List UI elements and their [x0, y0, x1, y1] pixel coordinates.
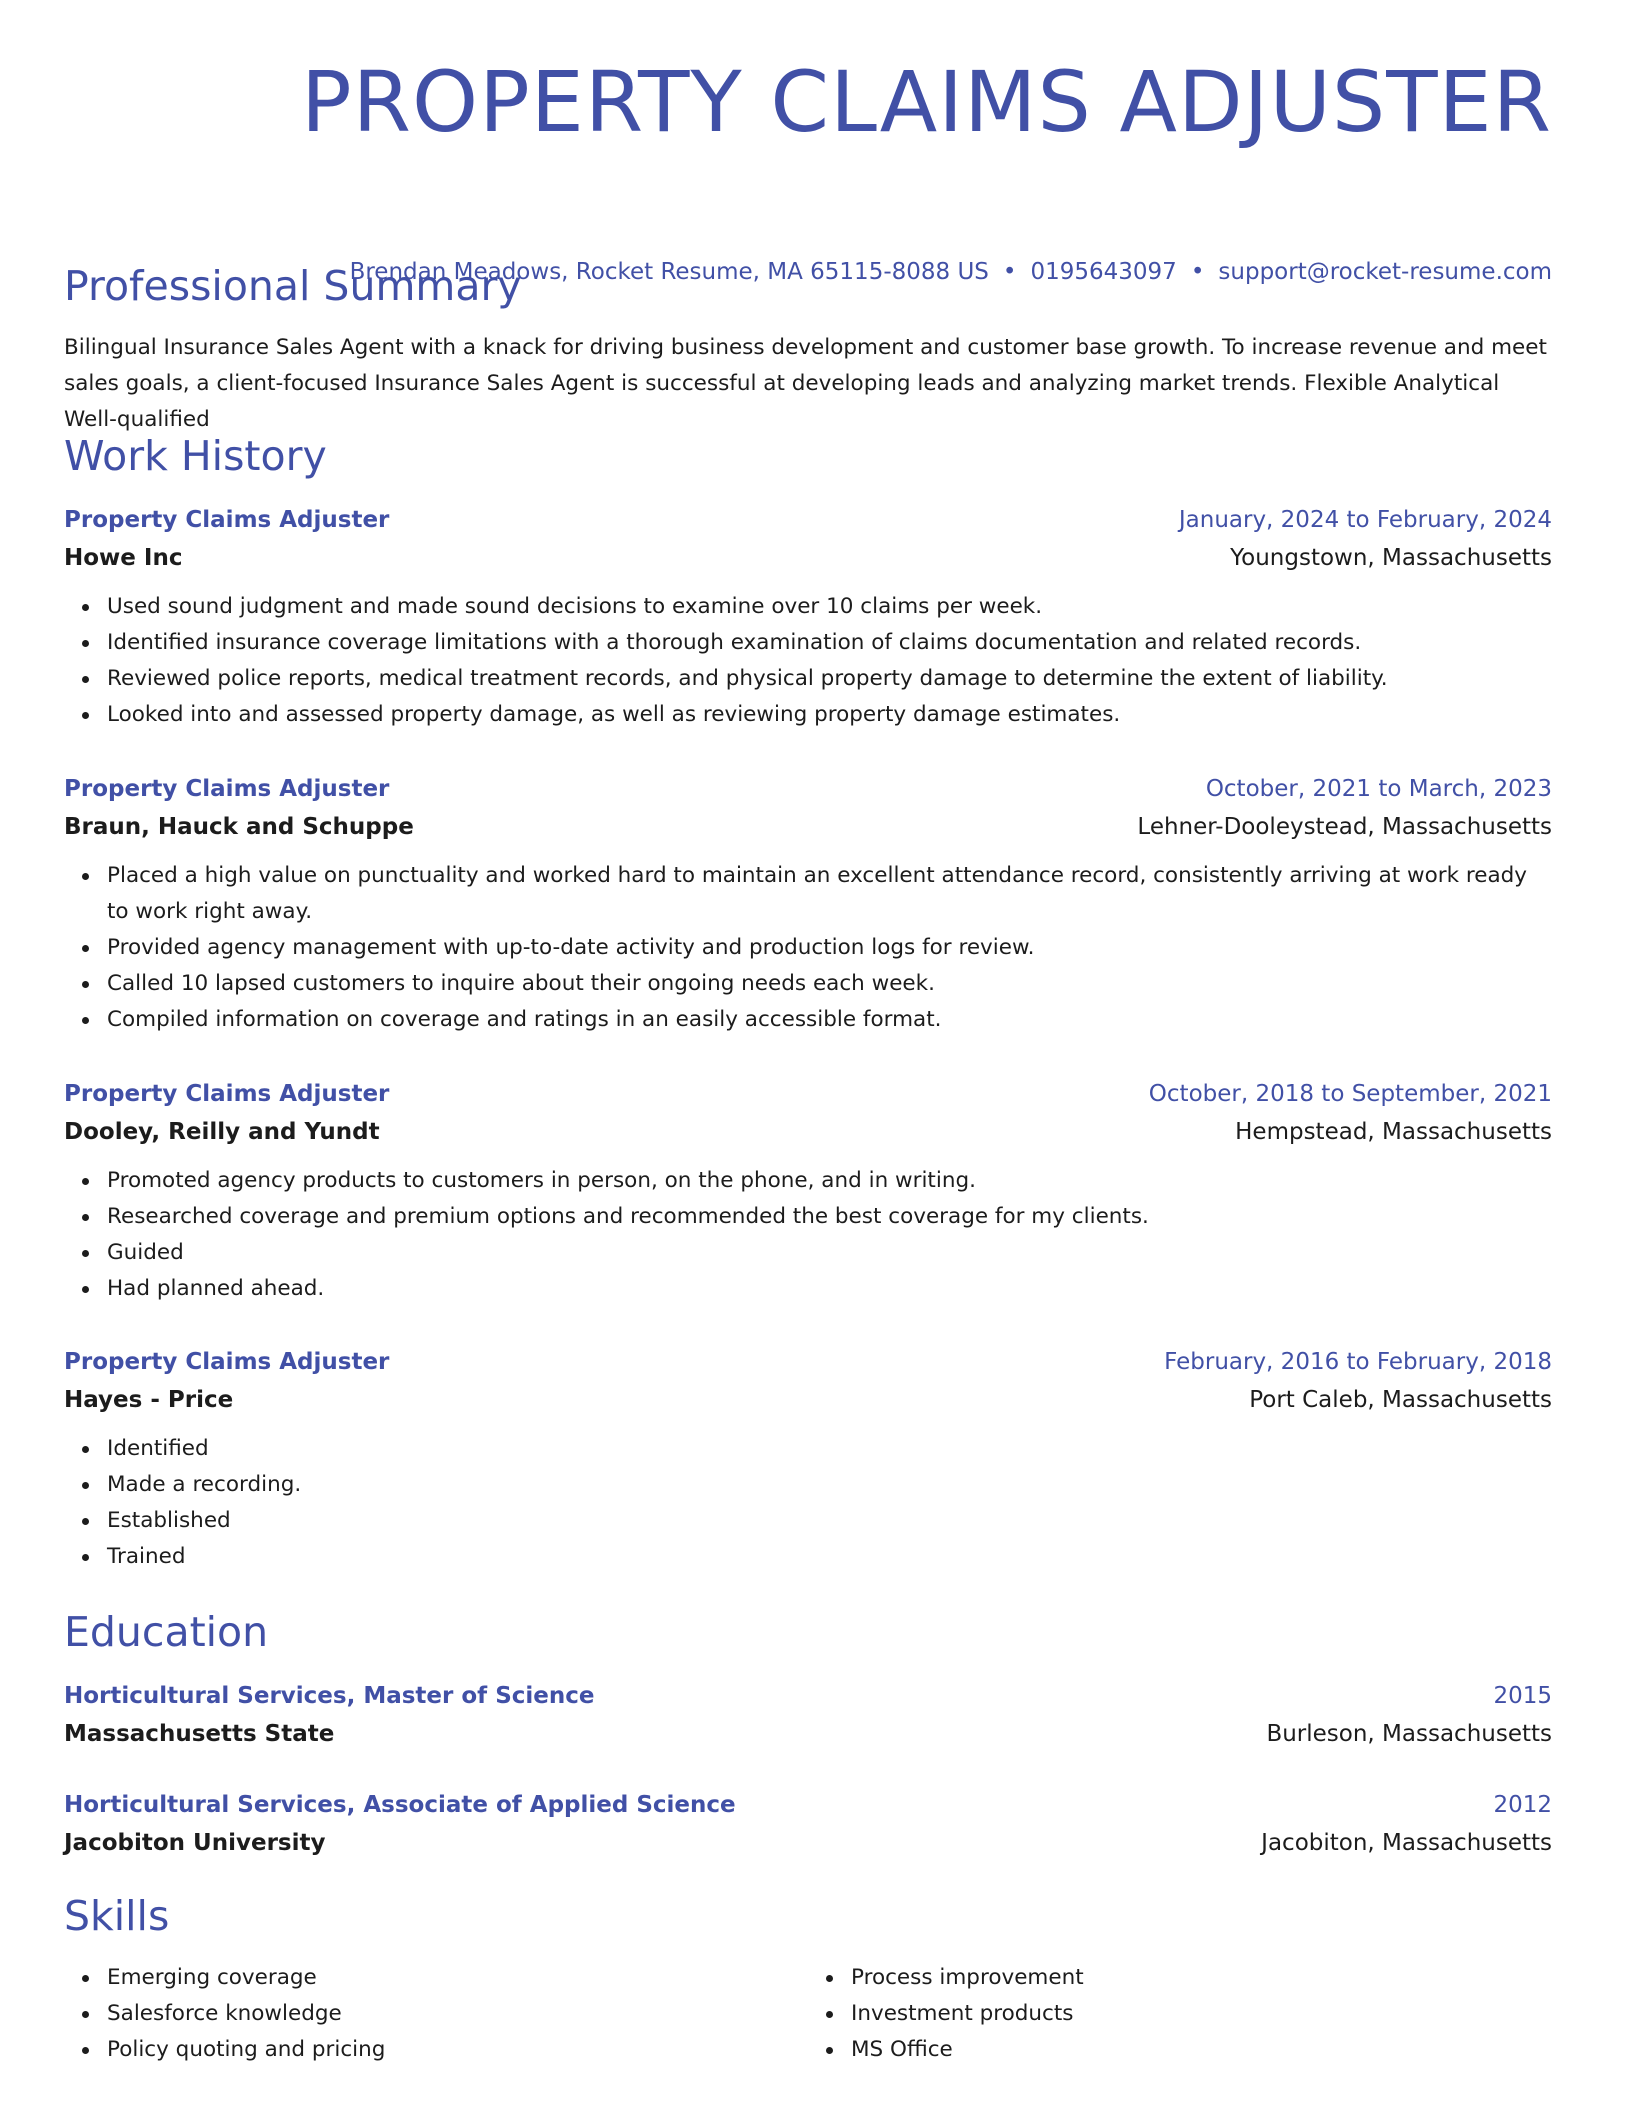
section-heading-work-history: Work History	[64, 432, 327, 480]
education-location: Burleson, Massachusetts	[1266, 1721, 1552, 1747]
contact-separator: •	[1190, 259, 1205, 285]
section-heading-summary: Professional Summary	[64, 262, 522, 310]
job-entry	[64, 1075, 1552, 1307]
contact-separator: •	[1002, 259, 1017, 285]
job-company: Braun, Hauck and Schuppe	[64, 814, 414, 840]
list-item: Guided	[107, 1235, 1552, 1271]
job-location: Lehner-Dooleystead, Massachusetts	[1137, 814, 1552, 840]
job-bullets	[64, 1163, 1552, 1307]
skill-item: MS Office	[851, 2032, 1552, 2068]
skills-list	[64, 1960, 1552, 2068]
job-dates: October, 2021 to March, 2023	[1205, 776, 1552, 802]
contact-email[interactable]: support@rocket-resume.com	[1218, 259, 1552, 285]
skills-column-right	[808, 1960, 1552, 2068]
job-bullets	[64, 589, 1552, 733]
skill-item: Process improvement	[851, 1960, 1552, 1996]
education-entry	[64, 1786, 1552, 1862]
job-dates: October, 2018 to September, 2021	[1148, 1081, 1552, 1107]
job-company: Hayes - Price	[64, 1387, 234, 1413]
job-company: Howe Inc	[64, 545, 183, 571]
list-item: Researched coverage and premium options and recommended the best coverage for my clients.	[107, 1199, 1552, 1235]
job-bullets	[64, 1431, 1552, 1575]
list-item: Called 10 lapsed customers to inquire about their ongoing needs each week.	[107, 966, 1552, 1002]
job-role: Property Claims Adjuster	[64, 776, 390, 802]
skills-column-left	[64, 1960, 808, 2068]
job-bullets	[64, 858, 1552, 1038]
list-item: Identified	[107, 1431, 1552, 1467]
job-dates: February, 2016 to February, 2018	[1164, 1349, 1552, 1375]
job-dates: January, 2024 to February, 2024	[1178, 507, 1552, 533]
job-entry	[64, 1343, 1552, 1575]
section-heading-skills: Skills	[64, 1892, 170, 1940]
job-role: Property Claims Adjuster	[64, 1349, 390, 1375]
education-location: Jacobiton, Massachusetts	[1261, 1830, 1552, 1856]
contact-phone[interactable]: 0195643097	[1030, 259, 1177, 285]
education-degree: Horticultural Services, Associate of Applied Science	[64, 1792, 736, 1818]
list-item: Provided agency management with up-to-date activity and production logs for review.	[107, 930, 1552, 966]
list-item: Identified insurance coverage limitations with a thorough examination of claims documentation and related records.	[107, 625, 1552, 661]
skill-item: Policy quoting and pricing	[107, 2032, 808, 2068]
education-year: 2015	[1493, 1683, 1552, 1709]
skill-item: Emerging coverage	[107, 1960, 808, 1996]
list-item: Reviewed police reports, medical treatment records, and physical property damage to determine the extent of liability.	[107, 661, 1552, 697]
education-year: 2012	[1493, 1792, 1552, 1818]
list-item: Used sound judgment and made sound decisions to examine over 10 claims per week.	[107, 589, 1552, 625]
list-item: Trained	[107, 1539, 1552, 1575]
education-school: Jacobiton University	[64, 1830, 326, 1856]
list-item: Promoted agency products to customers in person, on the phone, and in writing.	[107, 1163, 1552, 1199]
job-location: Youngstown, Massachusetts	[1230, 545, 1552, 571]
resume-page	[64, 0, 1552, 2062]
resume-title: PROPERTY CLAIMS ADJUSTER	[300, 53, 1552, 151]
job-company: Dooley, Reilly and Yundt	[64, 1119, 380, 1145]
job-entry	[64, 770, 1552, 1038]
job-location: Hempstead, Massachusetts	[1235, 1119, 1552, 1145]
job-entry	[64, 501, 1552, 733]
job-role: Property Claims Adjuster	[64, 507, 390, 533]
education-entry	[64, 1677, 1552, 1753]
contact-line	[350, 258, 1552, 286]
list-item: Had planned ahead.	[107, 1271, 1552, 1307]
job-location: Port Caleb, Massachusetts	[1249, 1387, 1552, 1413]
section-heading-education: Education	[64, 1608, 269, 1656]
skill-item: Investment products	[851, 1996, 1552, 2032]
job-role: Property Claims Adjuster	[64, 1081, 390, 1107]
list-item: Made a recording.	[107, 1467, 1552, 1503]
education-degree: Horticultural Services, Master of Science	[64, 1683, 595, 1709]
list-item: Established	[107, 1503, 1552, 1539]
list-item: Placed a high value on punctuality and worked hard to maintain an excellent attendance record, consistently arriving at work ready to work right away.	[107, 858, 1552, 930]
education-school: Massachusetts State	[64, 1721, 335, 1747]
skill-item: Salesforce knowledge	[107, 1996, 808, 2032]
list-item: Looked into and assessed property damage, as well as reviewing property damage estimates.	[107, 697, 1552, 733]
summary-text: Bilingual Insurance Sales Agent with a knack for driving business development and customer base growth. To increase revenue and meet sales goals, a client-focused Insurance Sales Agent is successful at developing leads and analyzing market trends. Flexible Analytical Well-qualified	[64, 335, 1547, 432]
list-item: Compiled information on coverage and ratings in an easily accessible format.	[107, 1002, 1552, 1038]
contact-address: Brendan Meadows, Rocket Resume, MA 65115-8088 US	[349, 259, 989, 285]
